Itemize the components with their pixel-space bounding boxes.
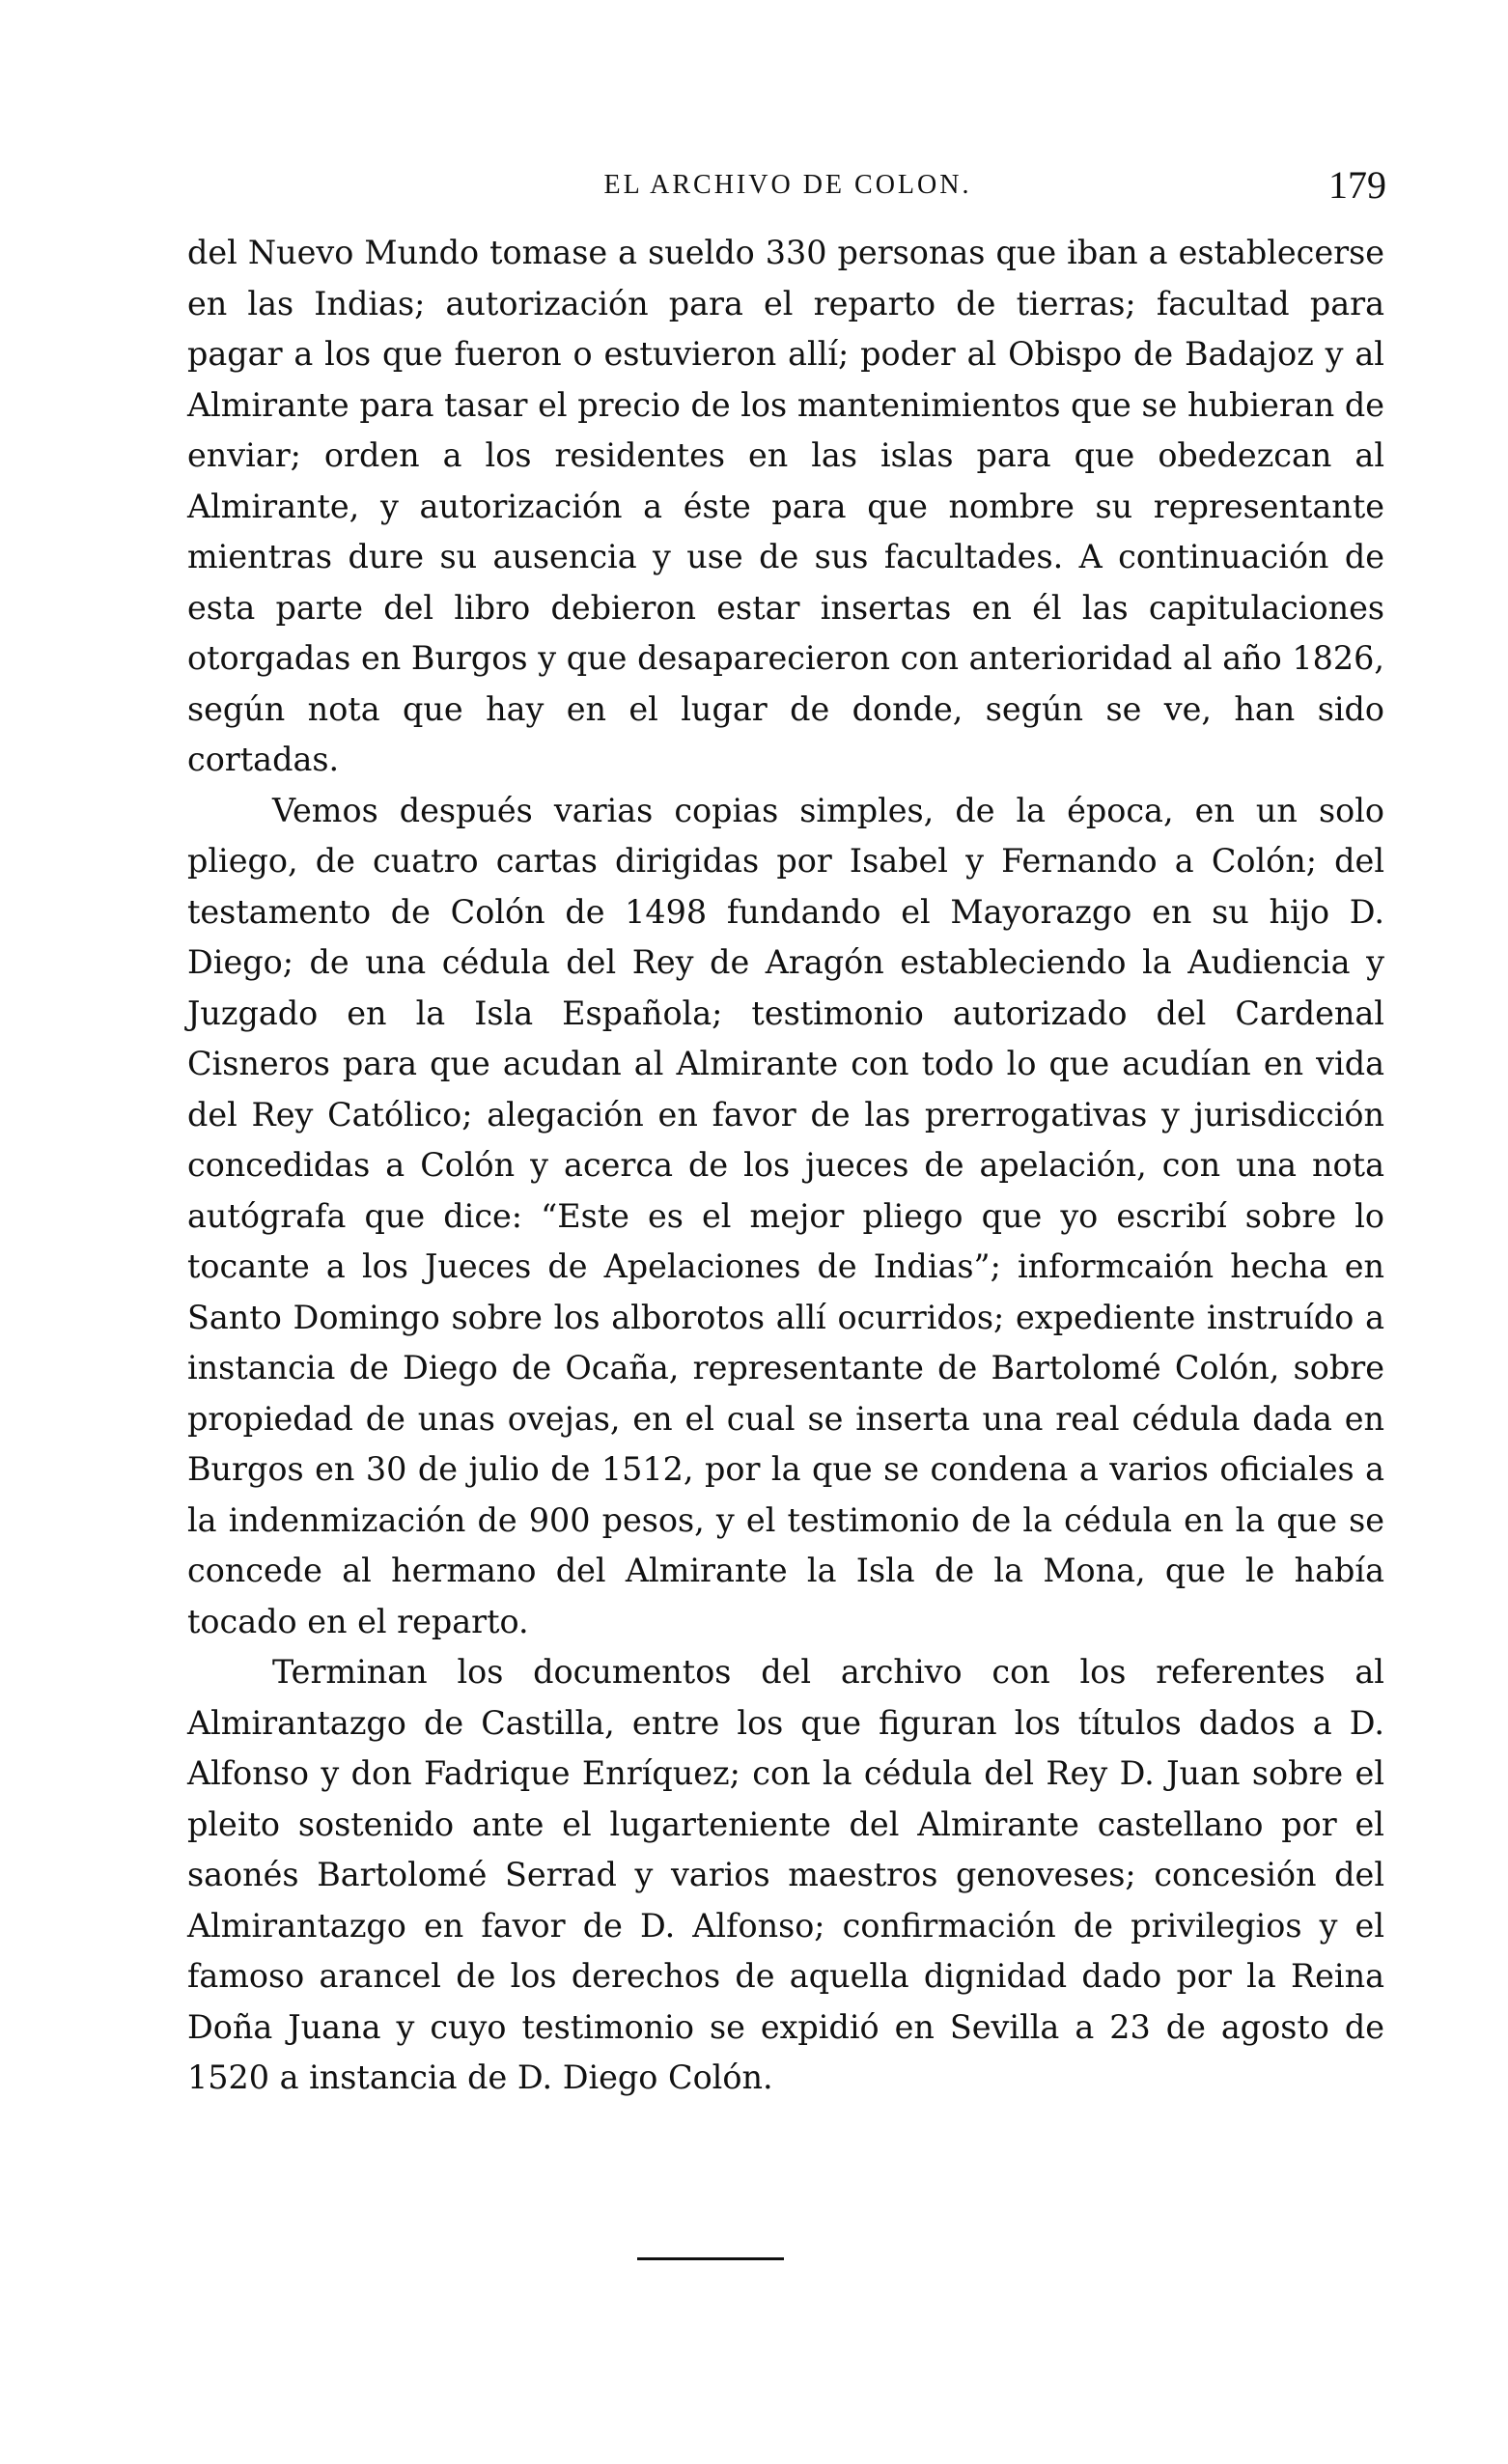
paragraph-3: Terminan los documentos del archivo con los referentes al Almirantazgo de Castilla, entre los que figuran los títulos dados a D. Alfonso y don Fadrique Enríquez; con la cédula del Rey D. Juan sobre el pleito sostenido ante el lugarteniente del Almirante castellano por el saonés Bartolomé Serrad y varios maestros genoveses; concesión del Almirantazgo en favor de D. Alfonso; confirmación de privilegios y el famoso arancel de los derechos de aquella dignidad dado por la Reina Doña Juana y cuyo testimonio se expidió en Sevilla a 23 de agosto de 1520 a instancia de D. Diego Colón. xyxy=(187,1653,1384,2096)
running-title: EL ARCHIVO DE COLON. xyxy=(603,170,972,200)
running-head xyxy=(189,162,1386,210)
paragraph-2: Vemos después varias copias simples, de la época, en un solo pliego, de cuatro cartas dirigidas por Isabel y Fernando a Colón; del testamento de Colón de 1498 fundando el Mayorazgo en su hijo D. Diego; de una cédula del Rey de Aragón estableciendo la Audiencia y Juzgado en la Isla Española; testimonio autorizado del Cardenal Cisneros para que acudan al Almirante con todo lo que acudían en vida del Rey Católico; alegación en favor de las prerrogativas y jurisdicción concedidas a Colón y acerca de los jueces de apelación, con una nota autógrafa que dice: “Este es el mejor pliego que yo escribí sobre lo tocante a los Jueces de Apelaciones de Indias”; informcaión hecha en Santo Domingo sobre los alborotos allí ocurridos; expediente instruído a instancia de Diego de Ocaña, representante de Bartolomé Colón, sobre propiedad de unas ovejas, en el cual se inserta una real cédula dada en Burgos en 30 de julio de 1512, por la que se condena a varios oficiales a la indenmización de 900 pesos, y el testimonio de la cédula en la que se concede al hermano del Almirante la Isla de la Mona, que le había tocado en el reparto. xyxy=(187,791,1384,1640)
paragraph-1: del Nuevo Mundo tomase a sueldo 330 personas que iban a establecerse en las Indias; autorización para el reparto de tierras; facultad para pagar a los que fueron o estuvieron allí; poder al Obispo de Badajoz y al Almirante para tasar el precio de los mantenimientos que se hubieran de enviar; orden a los residentes en las islas para que obedezcan al Almirante, y autorización a éste para que nombre su representante mientras dure su ausencia y use de sus facultades. A continuación de esta parte del libro debieron estar insertas en él las capitulaciones otorgadas en Burgos y que desaparecieron con anterioridad al año 1826, según nota que hay en el lugar de donde, según se ve, han sido cortadas. xyxy=(187,234,1384,778)
page-number: 179 xyxy=(1328,163,1386,207)
end-rule xyxy=(637,2257,784,2260)
body-text xyxy=(187,228,1384,2104)
